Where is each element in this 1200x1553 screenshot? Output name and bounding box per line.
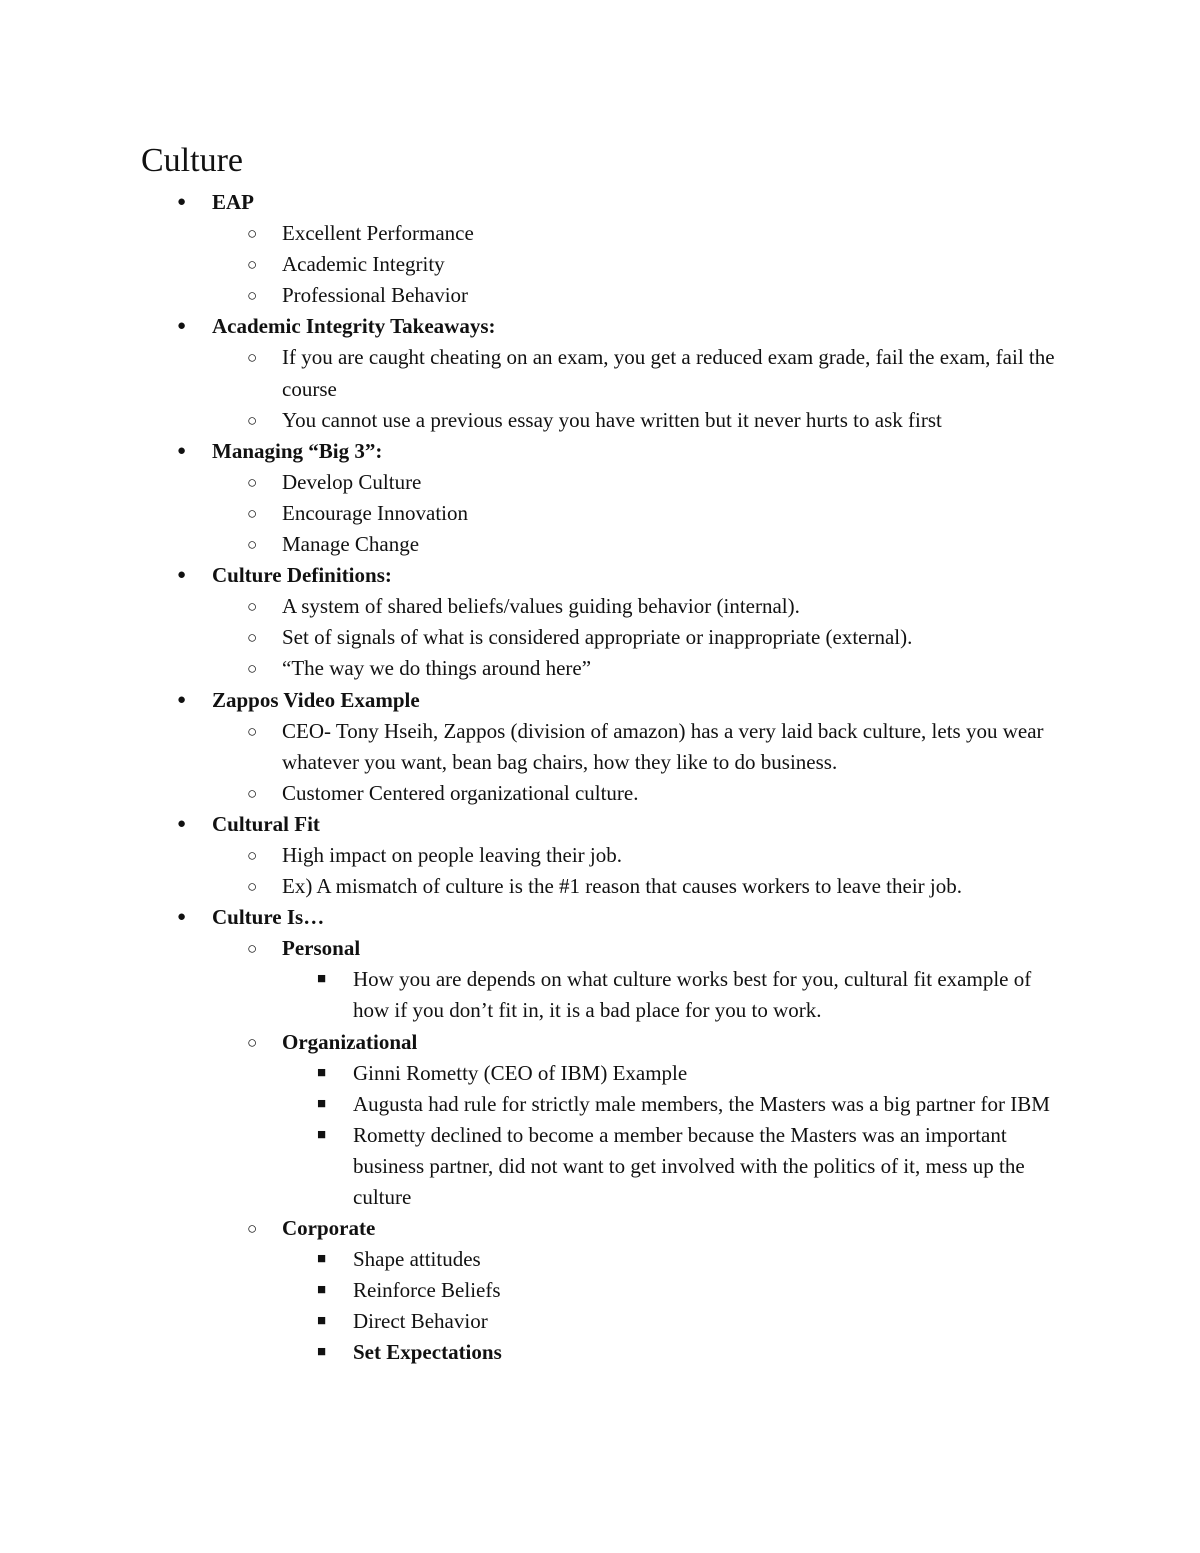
bullet-square-icon: ■	[317, 1251, 327, 1268]
list-item-text: A system of shared beliefs/values guiding behavior (internal).	[282, 594, 800, 619]
list-item	[141, 1089, 1061, 1120]
list-item-text: Direct Behavior	[353, 1309, 488, 1334]
list-item	[141, 622, 1061, 653]
subheading-text: Organizational	[282, 1029, 418, 1054]
section-heading-cultural-fit	[141, 809, 1061, 840]
section-heading-text: Academic Integrity Takeaways:	[212, 314, 496, 339]
bullet-square-icon: ■	[317, 1126, 327, 1143]
bullet-circle-icon: ○	[247, 659, 258, 679]
list-item	[141, 778, 1061, 809]
list-item-text: Excellent Performance	[282, 221, 474, 246]
list-item	[141, 1275, 1061, 1306]
bullet-circle-icon: ○	[247, 1219, 258, 1239]
bullet-circle-icon: ○	[247, 255, 258, 275]
bullet-circle-icon: ○	[247, 503, 258, 523]
section-heading-text: Culture Definitions:	[212, 563, 392, 588]
list-item	[141, 1120, 1061, 1213]
bullet-disc-icon: ●	[177, 567, 187, 584]
list-item	[141, 405, 1061, 436]
section-heading-zappos	[141, 685, 1061, 716]
list-item	[141, 1058, 1061, 1089]
bullet-circle-icon: ○	[247, 535, 258, 555]
notes-outline	[141, 187, 1061, 1369]
list-item	[141, 529, 1061, 560]
list-item	[141, 871, 1061, 902]
list-item-text: Augusta had rule for strictly male members, the Masters was a big partner for IBM	[353, 1091, 1050, 1116]
subheading-personal	[141, 933, 1061, 964]
bullet-circle-icon: ○	[247, 472, 258, 492]
list-item	[141, 280, 1061, 311]
list-item-text: Professional Behavior	[282, 283, 469, 308]
list-item	[141, 1244, 1061, 1275]
bullet-square-icon: ■	[317, 1095, 327, 1112]
section-heading-culture-definitions	[141, 560, 1061, 591]
subheading-corporate	[141, 1213, 1061, 1244]
bullet-circle-icon: ○	[247, 410, 258, 430]
bullet-circle-icon: ○	[247, 1032, 258, 1052]
list-item	[141, 342, 1061, 404]
bullet-disc-icon: ●	[177, 442, 187, 459]
section-heading-culture-is	[141, 902, 1061, 933]
list-item-text: How you are depends on what culture works best for you, cultural fit example of how if you don’t fit in, it is a bad place for you to work.	[353, 967, 1032, 1023]
list-item-text: Customer Centered organizational culture.	[282, 780, 639, 805]
list-item-text: “The way we do things around here”	[282, 656, 592, 681]
list-item-text: Encourage Innovation	[282, 500, 469, 525]
list-item	[141, 964, 1061, 1026]
section-heading-text: EAP	[212, 190, 254, 214]
list-item-text: Ex) A mismatch of culture is the #1 reason that causes workers to leave their job.	[282, 874, 962, 899]
bullet-circle-icon: ○	[247, 721, 258, 741]
bullet-disc-icon: ●	[177, 815, 187, 832]
bullet-disc-icon: ●	[177, 691, 187, 708]
list-item-text: Rometty declined to become a member because the Masters was an important business partner, did not want to get involved with the politics of it, mess up the culture	[353, 1122, 1025, 1209]
list-item	[141, 716, 1061, 778]
bullet-circle-icon: ○	[247, 845, 258, 865]
section-heading-text: Cultural Fit	[212, 811, 320, 836]
subheading-text: Personal	[282, 936, 361, 961]
list-item-text: Reinforce Beliefs	[353, 1278, 501, 1303]
list-item	[141, 1306, 1061, 1337]
bullet-circle-icon: ○	[247, 939, 258, 959]
bullet-circle-icon: ○	[247, 224, 258, 244]
subheading-organizational	[141, 1027, 1061, 1058]
list-item-text: If you are caught cheating on an exam, you get a reduced exam grade, fail the exam, fail the course	[282, 345, 1055, 401]
section-heading-eap	[141, 187, 1061, 218]
list-item	[141, 249, 1061, 280]
list-item-text: Set Expectations	[353, 1340, 502, 1365]
list-item	[141, 840, 1061, 871]
section-heading-text: Zappos Video Example	[212, 687, 420, 712]
section-heading-text: Culture Is…	[212, 905, 325, 930]
bullet-square-icon: ■	[317, 1313, 327, 1330]
list-item-text: Set of signals of what is considered appropriate or inappropriate (external).	[282, 625, 913, 650]
bullet-disc-icon: ●	[177, 318, 187, 335]
list-item	[141, 498, 1061, 529]
list-item	[141, 1337, 1061, 1368]
list-item-text: CEO- Tony Hseih, Zappos (division of amazon) has a very laid back culture, lets you wear whatever you want, bean bag chairs, how they like to do business.	[282, 718, 1044, 774]
list-item-text: Develop Culture	[282, 469, 422, 494]
bullet-square-icon: ■	[317, 971, 327, 988]
bullet-circle-icon: ○	[247, 877, 258, 897]
list-item	[141, 591, 1061, 622]
list-item-text: Manage Change	[282, 532, 420, 557]
bullet-square-icon: ■	[317, 1282, 327, 1299]
list-item-text: High impact on people leaving their job.	[282, 842, 622, 867]
list-item-text: Academic Integrity	[282, 252, 445, 277]
bullet-square-icon: ■	[317, 1064, 327, 1081]
section-heading-big-3	[141, 436, 1061, 467]
list-item	[141, 653, 1061, 684]
document-title: Culture	[141, 142, 243, 179]
bullet-circle-icon: ○	[247, 348, 258, 368]
subheading-text: Corporate	[282, 1216, 376, 1241]
list-item-text: Shape attitudes	[353, 1247, 481, 1272]
list-item-text: Ginni Rometty (CEO of IBM) Example	[353, 1060, 688, 1085]
list-item-text: You cannot use a previous essay you have written but it never hurts to ask first	[282, 407, 942, 432]
list-item	[141, 467, 1061, 498]
bullet-square-icon: ■	[317, 1344, 327, 1361]
bullet-disc-icon: ●	[177, 194, 187, 210]
section-heading-text: Managing “Big 3”:	[212, 438, 383, 463]
list-item	[141, 218, 1061, 249]
bullet-circle-icon: ○	[247, 597, 258, 617]
section-heading-academic-integrity	[141, 311, 1061, 342]
bullet-circle-icon: ○	[247, 628, 258, 648]
bullet-circle-icon: ○	[247, 783, 258, 803]
bullet-disc-icon: ●	[177, 909, 187, 926]
bullet-circle-icon: ○	[247, 286, 258, 306]
